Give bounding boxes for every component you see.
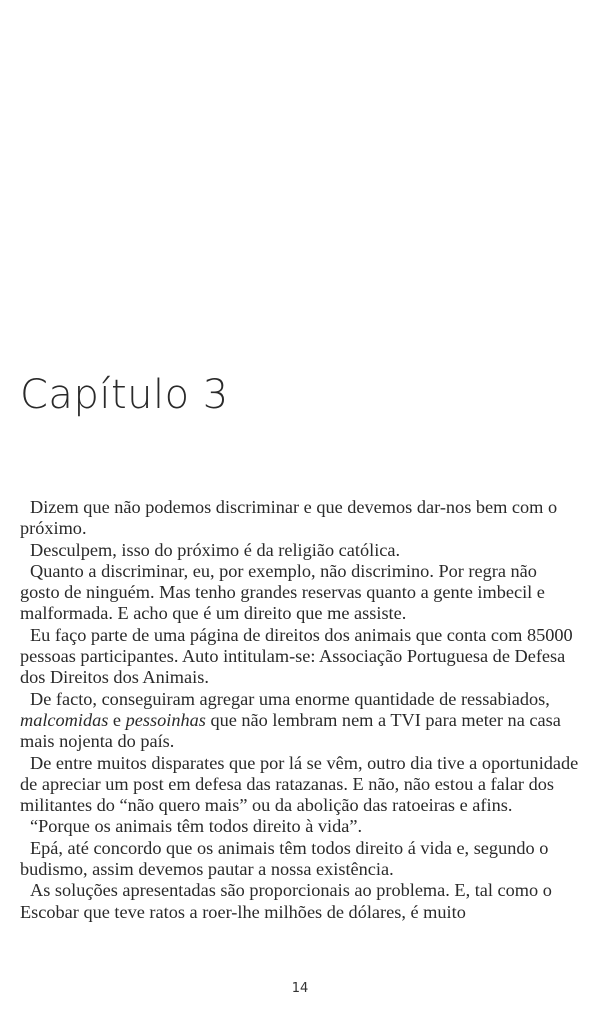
- paragraph: As soluções apresentadas são proporcionais ao problema. E, tal como o Escobar que teve ratos a roer-lhe milhões de dólares, é muito: [20, 880, 552, 922]
- page-number: 14: [291, 981, 309, 996]
- paragraph: [20, 689, 580, 753]
- paragraph: Dizem que não podemos discriminar e que devemos dar-nos bem com o próximo.: [20, 497, 558, 539]
- paragraph-text: que não lembram nem a TVI para meter na casa mais nojenta do país.: [20, 709, 561, 752]
- chapter-title: Capítulo 3: [20, 372, 229, 418]
- italic-word: malcomidas: [20, 709, 109, 730]
- paragraph-text: De facto, conseguiram agregar uma enorme quantidade de ressabiados,: [30, 688, 550, 709]
- paragraph: Desculpem, isso do próximo é da religião católica.: [30, 539, 401, 560]
- paragraph: Eu faço parte de uma página de direitos dos animais que conta com 85000 pessoas participantes. Auto intitulam-se: Associação Portuguesa de Defesa dos Direitos dos Animais.: [20, 624, 573, 688]
- paragraph-text: e: [108, 709, 126, 730]
- paragraph: De entre muitos disparates que por lá se vêm, outro dia tive a oportunidade de apreciar um post em defesa das ratazanas. E não, não estou a falar dos militantes do “não quero mais” ou da abolição das ratoeiras e afins.: [20, 752, 579, 816]
- paragraph: Quanto a discriminar, eu, por exemplo, não discrimino. Por regra não gosto de ninguém. Mas tenho grandes reservas quanto a gente imbecil e malformada. E acho que é um direito que me assiste.: [20, 560, 545, 624]
- chapter-body: [20, 497, 580, 923]
- italic-word: pessoinhas: [125, 709, 206, 730]
- paragraph: “Porque os animais têm todos direito à vida”.: [30, 816, 363, 837]
- paragraph: Epá, até concordo que os animais têm todos direito á vida e, segundo o budismo, assim devemos pautar a nossa existência.: [20, 837, 549, 880]
